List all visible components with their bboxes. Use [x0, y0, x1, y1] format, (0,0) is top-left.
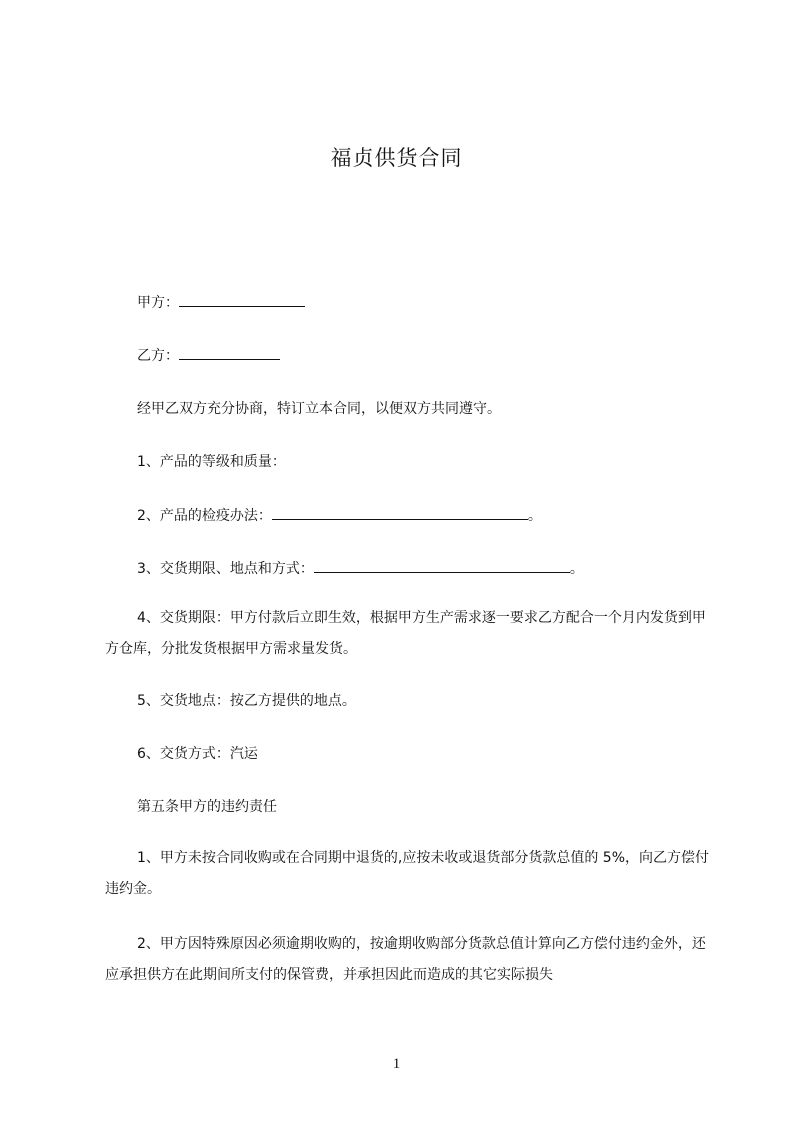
- delivery-blank: [314, 559, 570, 573]
- party-b-label: 乙方：: [137, 348, 179, 364]
- article5-clause1: 1、甲方未按合同收购或在合同期中退货的,应按未收或退货部分货款总值的 5%，向乙方偿付违约金。: [105, 850, 710, 897]
- item-delivery-deadline: 4、交货期限：甲方付款后立即生效，根据甲方生产需求逐一要求乙方配合一个月内发货到甲方仓库，分批发货根据甲方需求量发货。: [105, 610, 706, 657]
- item-delivery-method: 6、交货方式：汽运: [137, 746, 258, 762]
- item-delivery-location: 5、交货地点：按乙方提供的地点。: [137, 693, 356, 709]
- party-a-line: [137, 293, 305, 312]
- item-delivery-label: 3、交货期限、地点和方式：: [137, 561, 314, 577]
- item-inspection: [137, 506, 542, 525]
- item-delivery-suffix: 。: [569, 561, 584, 577]
- item-delivery: [137, 559, 584, 578]
- intro-paragraph: 经甲乙双方充分协商，特订立本合同，以便双方共同遵守。: [137, 401, 501, 417]
- article5-clause2: 2、甲方因特殊原因必须逾期收购的，按逾期收购部分货款总值计算向乙方偿付违约金外，还应承担供方在此期间所支付的保管费，并承担因此而造成的其它实际损失: [105, 936, 706, 983]
- party-b-line: [137, 346, 280, 365]
- party-a-label: 甲方：: [137, 295, 179, 311]
- party-a-blank: [179, 293, 305, 307]
- article5-heading: 第五条甲方的违约责任: [137, 799, 277, 815]
- page-number: 1: [392, 1056, 401, 1072]
- inspection-blank: [272, 506, 528, 520]
- contract-title: 福贞供货合同: [330, 146, 463, 170]
- party-b-blank: [179, 346, 280, 360]
- item-inspection-label: 2、产品的检疫办法：: [137, 508, 272, 524]
- item-quality: 1、产品的等级和质量：: [137, 454, 286, 470]
- item-inspection-suffix: 。: [527, 508, 542, 524]
